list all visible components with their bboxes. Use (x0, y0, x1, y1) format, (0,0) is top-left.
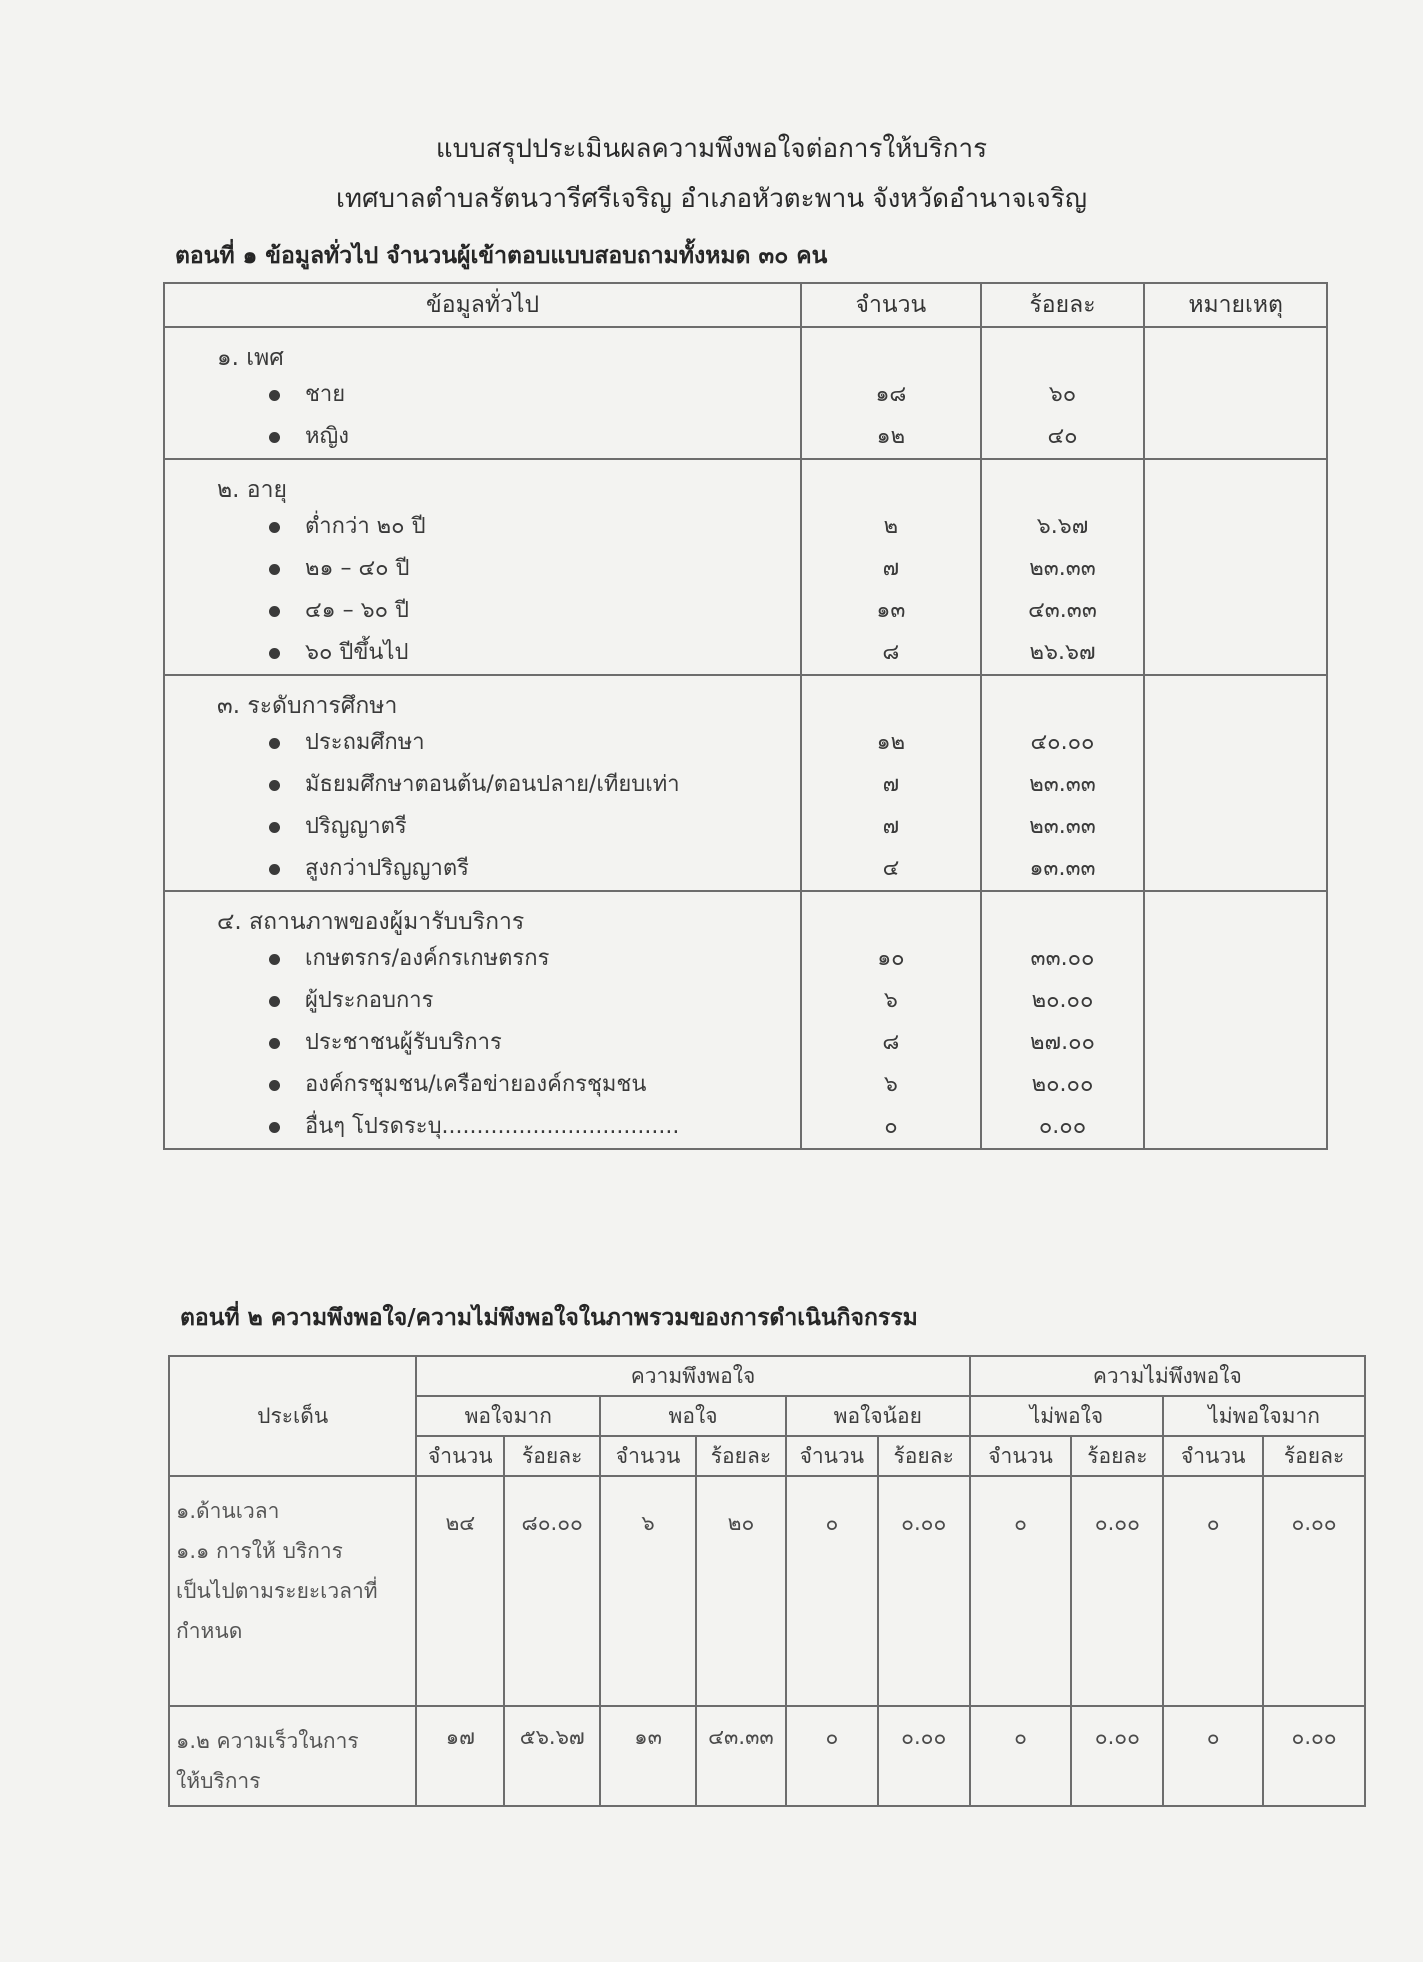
column-header: จำนวน (801, 283, 981, 327)
percent-value: ๒๗.๐๐ (1030, 1030, 1095, 1055)
count-header: จำนวน (1163, 1436, 1263, 1476)
table-row (164, 459, 1327, 675)
table-cell: ๑๗ (416, 1706, 504, 1806)
table-cell: ๐.๐๐ (1263, 1476, 1365, 1706)
count-value: ๗ (882, 772, 900, 797)
percent-header: ร้อยละ (1263, 1436, 1365, 1476)
bullet-icon (269, 954, 280, 965)
list-item (165, 548, 800, 590)
item-label: ประถมศึกษา (305, 730, 425, 755)
percent-value: ๒๐.๐๐ (1031, 1072, 1094, 1097)
topic-line: กำหนด (176, 1619, 243, 1643)
list-item (165, 374, 800, 416)
satisfied-header: ความพึงพอใจ (416, 1356, 969, 1396)
item-label: หญิง (305, 424, 349, 449)
part2-heading: ตอนที่ ๒ ความพึงพอใจ/ความไม่พึงพอใจในภาพรวมของการดำเนินกิจกรรม (180, 1305, 918, 1331)
percent-value: ๒๓.๓๓ (1029, 814, 1096, 839)
table-cell: ๐ (970, 1706, 1072, 1806)
list-item (165, 806, 800, 848)
table-cell: ๐.๐๐ (878, 1706, 970, 1806)
count-value: ๖ (883, 988, 898, 1013)
list-item (165, 722, 800, 764)
item-label: ผู้ประกอบการ (305, 988, 434, 1013)
bullet-icon (269, 780, 280, 791)
level-header: ไม่พอใจมาก (1163, 1396, 1365, 1436)
topic-header: ประเด็น (169, 1356, 416, 1476)
table-header-row (169, 1356, 1365, 1396)
item-label: องค์กรชุมชน/เครือข่ายองค์กรชุมชน (305, 1072, 647, 1097)
table-cell: ๕๖.๖๗ (504, 1706, 600, 1806)
group-cell (164, 891, 801, 1149)
count-value: ๔ (882, 856, 900, 881)
table-cell: ๒๔ (416, 1476, 504, 1706)
count-value: ๗ (882, 814, 900, 839)
percent-value: ๔๓.๓๓ (1028, 598, 1097, 623)
list-item (165, 764, 800, 806)
count-header: จำนวน (970, 1436, 1072, 1476)
percent-value: ๑๓.๓๓ (1029, 856, 1096, 881)
table-cell: ๐ (786, 1706, 878, 1806)
count-value: ๘ (882, 1030, 900, 1055)
list-item (165, 416, 800, 458)
table-cell: ๑๓ (600, 1706, 696, 1806)
count-value: ๘ (882, 640, 900, 665)
group-cell (164, 327, 801, 459)
percent-value: ๖.๖๗ (1036, 514, 1089, 539)
item-label: ๒๑ – ๔๐ ปี (305, 556, 410, 581)
table-row (169, 1476, 1365, 1706)
document-subtitle: เทศบาลตำบลรัตนวารีศรีเจริญ อำเภอหัวตะพาน จังหวัดอำนาจเจริญ (335, 184, 1088, 214)
group-title: ๑. เพศ (217, 345, 284, 371)
column-header: ร้อยละ (981, 283, 1145, 327)
count-value: ๐ (884, 1114, 898, 1139)
topic-cell (169, 1706, 416, 1806)
table-header-row (164, 283, 1327, 327)
percent-value: ๔๐ (1047, 424, 1078, 449)
count-header: จำนวน (416, 1436, 504, 1476)
percent-cell (981, 459, 1145, 675)
group-title: ๓. ระดับการศึกษา (217, 693, 398, 719)
percent-header: ร้อยละ (696, 1436, 786, 1476)
list-item (165, 1064, 800, 1106)
count-cell (801, 675, 981, 891)
satisfaction-table (168, 1355, 1366, 1807)
remark-cell (1144, 675, 1327, 891)
item-label: เกษตรกร/องค์กรเกษตรกร (305, 946, 550, 971)
document-title: แบบสรุปประเมินผลความพึงพอใจต่อการให้บริการ (435, 134, 988, 164)
table-cell: ๐.๐๐ (1071, 1476, 1163, 1706)
percent-value: ๒๖.๖๗ (1029, 640, 1096, 665)
table-cell: ๐.๐๐ (1263, 1706, 1365, 1806)
group-cell (164, 459, 801, 675)
count-value: ๗ (882, 556, 900, 581)
table-cell: ๐ (970, 1476, 1072, 1706)
percent-value: ๒๓.๓๓ (1029, 772, 1096, 797)
dissatisfied-header: ความไม่พึงพอใจ (970, 1356, 1365, 1396)
bullet-icon (269, 864, 280, 875)
count-value: ๑๐ (877, 946, 905, 971)
bullet-icon (269, 1080, 280, 1091)
remark-cell (1144, 459, 1327, 675)
group-title: ๒. อายุ (217, 477, 287, 503)
percent-cell (981, 327, 1145, 459)
list-item (165, 506, 800, 548)
percent-cell (981, 891, 1145, 1149)
percent-value: ๖๐ (1048, 382, 1077, 407)
list-item (165, 938, 800, 980)
group-cell (164, 675, 801, 891)
percent-value: ๒๐.๐๐ (1031, 988, 1094, 1013)
table-cell: ๐.๐๐ (1071, 1706, 1163, 1806)
item-label: สูงกว่าปริญญาตรี (305, 856, 469, 881)
topic-line: ๑.๒ ความเร็วในการ (176, 1729, 359, 1753)
list-item (165, 632, 800, 674)
table-cell: ๔๓.๓๓ (696, 1706, 786, 1806)
remark-cell (1144, 891, 1327, 1149)
bullet-icon (269, 390, 280, 401)
column-header: หมายเหตุ (1144, 283, 1327, 327)
percent-header: ร้อยละ (878, 1436, 970, 1476)
bullet-icon (269, 1038, 280, 1049)
list-item (165, 848, 800, 890)
item-label: ต่ำกว่า ๒๐ ปี (305, 514, 426, 539)
table-row (169, 1706, 1365, 1806)
percent-value: ๒๓.๓๓ (1029, 556, 1096, 581)
level-header: ไม่พอใจ (970, 1396, 1164, 1436)
remark-cell (1144, 327, 1327, 459)
table-row (164, 327, 1327, 459)
table-cell: ๐ (786, 1476, 878, 1706)
count-cell (801, 459, 981, 675)
item-label: ปริญญาตรี (305, 814, 407, 839)
item-label: ๖๐ ปีขึ้นไป (305, 640, 409, 665)
bullet-icon (269, 606, 280, 617)
list-item (165, 1106, 800, 1148)
topic-line: ๑.๑ การให้ บริการ (176, 1539, 343, 1563)
level-header: พอใจ (600, 1396, 786, 1436)
percent-header: ร้อยละ (504, 1436, 600, 1476)
level-header: พอใจน้อย (786, 1396, 970, 1436)
count-value: ๑๒ (876, 424, 906, 449)
count-cell (801, 327, 981, 459)
count-value: ๒ (883, 514, 899, 539)
level-header: พอใจมาก (416, 1396, 600, 1436)
bullet-icon (269, 738, 280, 749)
table-row (164, 891, 1327, 1149)
bullet-icon (269, 648, 280, 659)
count-value: ๑๓ (876, 598, 906, 623)
table-cell: ๐.๐๐ (878, 1476, 970, 1706)
count-value: ๑๘ (875, 382, 907, 407)
topic-line: ๑.ด้านเวลา (176, 1499, 280, 1523)
group-title: ๔. สถานภาพของผู้มารับบริการ (217, 909, 525, 935)
count-header: จำนวน (600, 1436, 696, 1476)
bullet-icon (269, 432, 280, 443)
bullet-icon (269, 564, 280, 575)
part1-heading: ตอนที่ ๑ ข้อมูลทั่วไป จำนวนผู้เข้าตอบแบบสอบถามทั้งหมด ๓๐ คน (175, 243, 828, 269)
table-cell: ๘๐.๐๐ (504, 1476, 600, 1706)
percent-cell (981, 675, 1145, 891)
table-row (164, 675, 1327, 891)
table-cell: ๐ (1163, 1706, 1263, 1806)
count-value: ๑๒ (876, 730, 906, 755)
bullet-icon (269, 1122, 280, 1133)
percent-value: ๐.๐๐ (1038, 1114, 1087, 1139)
list-item (165, 590, 800, 632)
topic-cell (169, 1476, 416, 1706)
bullet-icon (269, 822, 280, 833)
list-item (165, 980, 800, 1022)
topic-line: เป็นไปตามระยะเวลาที่ (176, 1579, 378, 1603)
list-item (165, 1022, 800, 1064)
topic-line: ให้บริการ (176, 1769, 261, 1793)
table-cell: ๒๐ (696, 1476, 786, 1706)
percent-header: ร้อยละ (1071, 1436, 1163, 1476)
bullet-icon (269, 996, 280, 1007)
table-cell: ๖ (600, 1476, 696, 1706)
count-header: จำนวน (786, 1436, 878, 1476)
item-label: ประชาชนผู้รับบริการ (305, 1030, 502, 1055)
percent-value: ๓๓.๐๐ (1030, 946, 1095, 971)
item-label: อื่นๆ โปรดระบุ.................................. (305, 1114, 680, 1139)
item-label: ๔๑ – ๖๐ ปี (305, 598, 409, 623)
count-value: ๖ (883, 1072, 898, 1097)
column-header: ข้อมูลทั่วไป (164, 283, 801, 327)
percent-value: ๔๐.๐๐ (1030, 730, 1095, 755)
table-cell: ๐ (1163, 1476, 1263, 1706)
item-label: ชาย (305, 382, 346, 407)
general-info-table (163, 282, 1328, 1150)
item-label: มัธยมศึกษาตอนต้น/ตอนปลาย/เทียบเท่า (305, 772, 680, 797)
count-cell (801, 891, 981, 1149)
bullet-icon (269, 522, 280, 533)
